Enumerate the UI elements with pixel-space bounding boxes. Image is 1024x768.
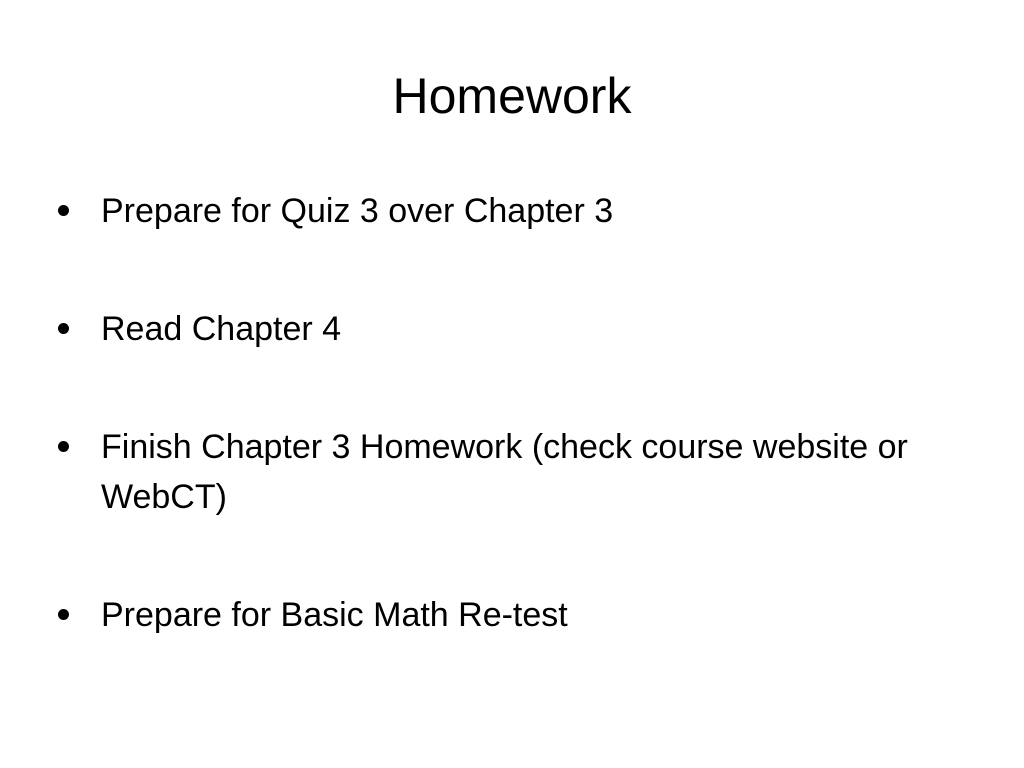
bullet-item-quiz	[58, 186, 958, 236]
bullet-dot-icon	[58, 323, 69, 334]
bullet-item-math	[58, 590, 958, 640]
bullet-item-read	[58, 304, 958, 354]
bullet-text: Prepare for Basic Math Re-test	[101, 596, 568, 634]
bullet-dot-icon	[58, 441, 69, 452]
bullet-text: Prepare for Quiz 3 over Chapter 3	[101, 192, 614, 230]
bullet-dot-icon	[58, 609, 69, 620]
bullet-dot-icon	[58, 205, 69, 216]
bullet-text: Finish Chapter 3 Homework (check course website or WebCT)	[101, 428, 908, 516]
bullet-item-homework	[58, 422, 958, 522]
bullet-text: Read Chapter 4	[101, 310, 342, 348]
slide-title: Homework	[392, 68, 632, 124]
bullet-list	[58, 186, 958, 640]
